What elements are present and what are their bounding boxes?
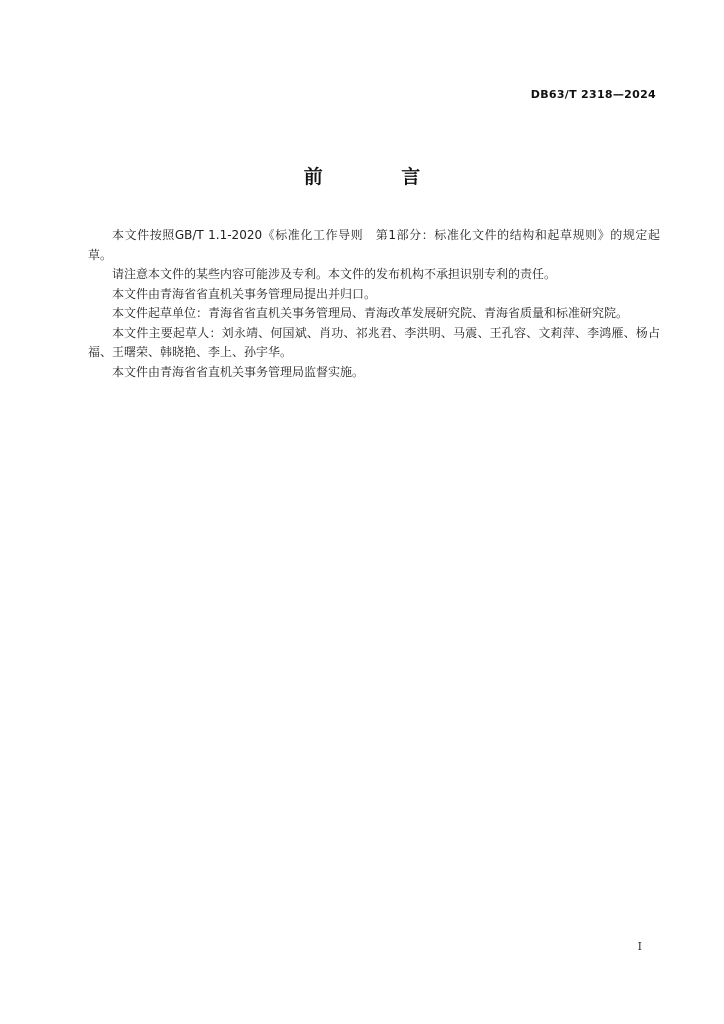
paragraph-patent-notice: 请注意本文件的某些内容可能涉及专利。本文件的发布机构不承担识别专利的责任。 (112, 267, 557, 281)
page-title: 前 言 (303, 166, 457, 188)
paragraph-drafting-rules: 本文件按照GB/T 1.1-2020《标准化工作导则 第1部分：标准化文件的结构和起草规则》的规定起草。 (88, 228, 660, 262)
paragraph-supervision: 本文件由青海省省直机关事务管理局监督实施。 (112, 364, 365, 379)
paragraph-drafters: 本文件主要起草人：刘永靖、何国斌、肖功、祁兆君、李洪明、马震、王孔容、文莉萍、李鸿雁、杨占福、王曙荣、韩晓艳、李上、孙宇华。 (88, 325, 660, 359)
document-code: DB63/T 2318—2024 (530, 88, 656, 101)
foreword-body (88, 226, 660, 382)
paragraph-proposer: 本文件由青海省省直机关事务管理局提出并归口。 (112, 286, 377, 301)
paragraph-drafting-units: 本文件起草单位：青海省省直机关事务管理局、青海改革发展研究院、青海省质量和标准研究院。 (112, 306, 629, 320)
page-number: I (637, 940, 642, 953)
